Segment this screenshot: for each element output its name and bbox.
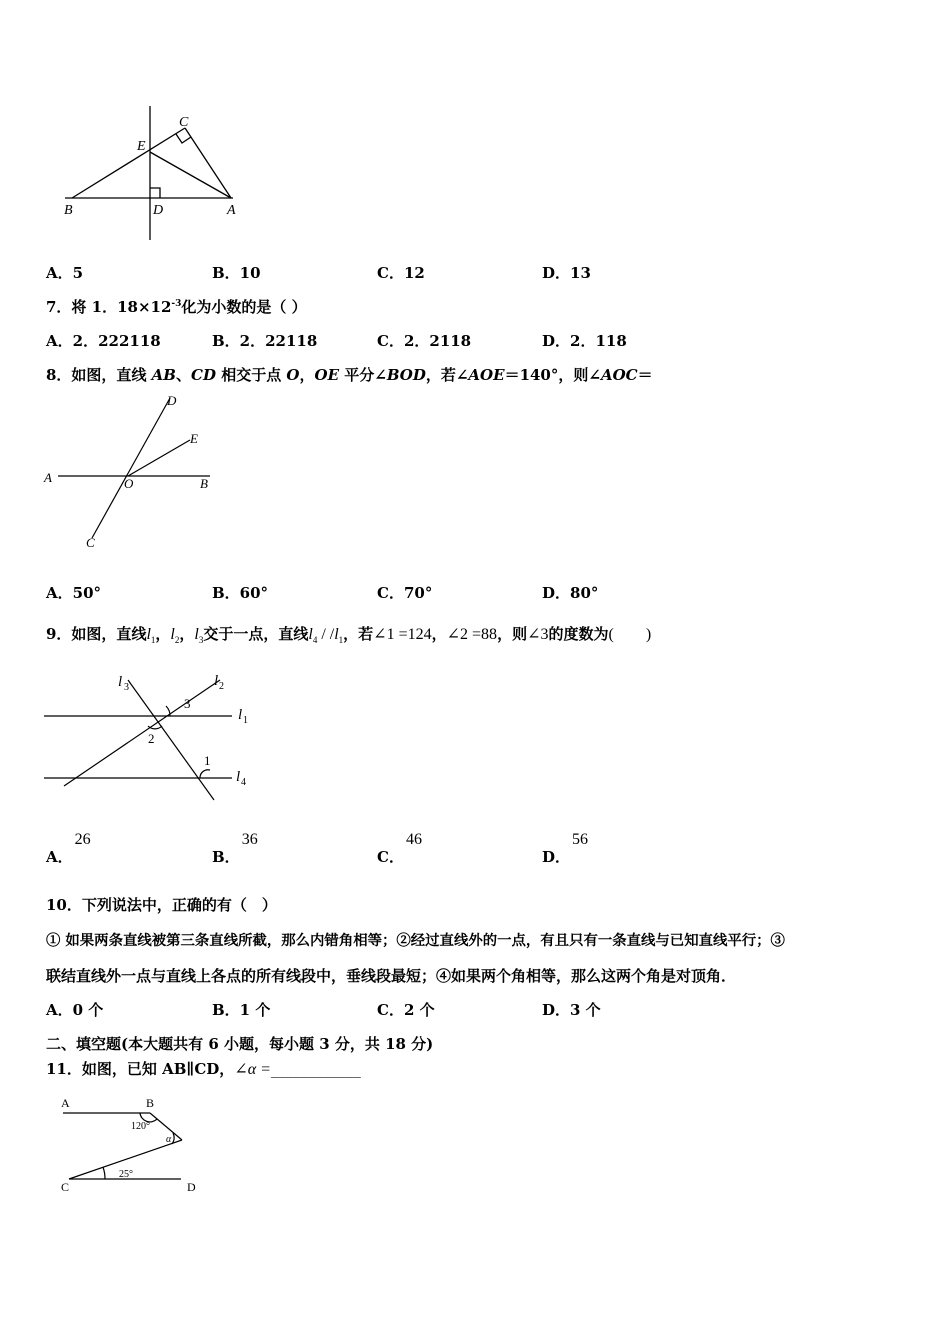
fig6-label-B: B	[64, 203, 73, 218]
q6-option-d: D．13	[542, 264, 591, 282]
q9-text-2: 交于一点，直线	[203, 625, 309, 643]
q9-parallel: / /	[317, 626, 335, 643]
q9-text-5: 的度数为	[548, 625, 609, 643]
q8-text-7: ＝	[637, 366, 653, 384]
fig11-label-alpha: α	[166, 1134, 172, 1145]
q9-option-d-value: 56	[572, 831, 589, 848]
q9-comma-3: ，	[431, 625, 447, 643]
fig8-line-CD	[92, 398, 170, 538]
fig6-label-A: A	[227, 203, 236, 218]
q8-ray-oe: OE	[314, 366, 340, 384]
fig6-segment-BC	[72, 128, 185, 198]
fig9-line-l3	[128, 680, 214, 800]
q9-l4: l	[308, 626, 313, 643]
question-10-line-2: 联结直线外一点与直线上各点的所有线段中，垂线段最短；④如果两个角相等，那么这两个角是对顶角．	[46, 967, 737, 985]
q9-option-b	[212, 831, 258, 867]
q8-text-1: 8．如图，直线	[46, 366, 152, 384]
q9-paren: ( )	[608, 626, 652, 643]
q9-comma-1: ，	[155, 625, 171, 643]
q9-option-b-letter: B．	[212, 848, 240, 866]
fig6-segment-CA	[185, 128, 231, 198]
fig9-label-l2: l	[214, 673, 219, 689]
fig9-label-angle2: 2	[148, 731, 155, 746]
q8-separator: 、	[176, 366, 192, 384]
q11-angle: ∠α =	[234, 1061, 271, 1078]
q8-option-a: A．50°	[46, 584, 102, 602]
q7-prefix: 7．将 1．18×12	[46, 298, 172, 316]
fig9-arc-1	[200, 770, 210, 778]
q9-l3: l	[194, 626, 199, 643]
figure-q11	[55, 1093, 215, 1203]
q10-option-a: A．0 个	[46, 1001, 104, 1019]
q8-line-ab: AB	[151, 366, 176, 384]
q9-option-a-value: 26	[74, 831, 91, 848]
fig11-label-D: D	[187, 1180, 196, 1194]
fig9-label-l2-sub: 2	[219, 681, 224, 692]
fig9-label-l3-sub: 3	[124, 682, 129, 693]
q7-suffix: 化为小数的是（ ）	[181, 298, 307, 316]
q9-option-d	[542, 831, 589, 867]
q8-angle-aoc: AOC	[600, 366, 638, 384]
fig11-label-B: B	[146, 1096, 155, 1110]
q8-text-3: ，	[299, 366, 315, 384]
q10-option-d: D．3 个	[542, 1001, 601, 1019]
fig8-label-D: D	[167, 393, 177, 408]
q9-l3-sub: 3	[198, 635, 204, 645]
fig9-arc-2	[148, 726, 162, 729]
q9-option-c-letter: C．	[377, 848, 404, 866]
fig11-label-120: 120°	[131, 1121, 150, 1132]
q8-option-b: B．60°	[212, 584, 269, 602]
question-8	[46, 364, 653, 385]
question-10-line-1: ① 如果两条直线被第三条直线所截，那么内错角相等；②经过直线外的一点，有且只有一条直线与已知直线平行；③	[46, 932, 785, 949]
q9-text-4: ，则	[497, 625, 528, 643]
fig6-label-C: C	[179, 115, 189, 130]
q11-answer-blank[interactable]: ____________	[270, 1060, 361, 1078]
q9-text-1: 9．如图，直线	[46, 625, 147, 643]
q10-option-c: C．2 个	[377, 1001, 435, 1019]
q7-option-b: B．2．22118	[212, 332, 318, 350]
fig9-label-l1: l	[238, 707, 243, 723]
q9-l1b-sub: 1	[338, 635, 344, 645]
question-11	[46, 1058, 361, 1079]
q9-text-3: ，若	[343, 625, 374, 643]
fig11-label-A: A	[61, 1096, 70, 1110]
fig8-ray-OE	[128, 440, 190, 476]
fig6-label-D: D	[153, 203, 164, 218]
fig9-arc-3	[166, 706, 170, 716]
fig6-right-angle-C	[176, 134, 191, 143]
q9-option-a-letter: A．	[46, 848, 73, 866]
q9-l2-sub: 2	[174, 635, 180, 645]
q9-l4-sub: 4	[312, 635, 318, 645]
q9-l1: l	[146, 626, 151, 643]
fig9-label-l4: l	[236, 769, 241, 785]
fig9-label-angle3: 3	[184, 696, 191, 711]
q8-angle-bod: BOD	[386, 366, 426, 384]
q8-text-2: 相交于点	[215, 366, 287, 384]
q9-comma-2: ，	[179, 625, 195, 643]
q8-line-cd: CD	[191, 366, 216, 384]
q9-option-a	[46, 831, 91, 867]
q9-l2: l	[170, 626, 175, 643]
fig11-label-C: C	[61, 1180, 70, 1194]
fig9-label-l4-sub: 4	[241, 777, 246, 788]
fig8-label-B: B	[200, 476, 208, 491]
figure-q6	[55, 100, 255, 245]
q9-l1-sub: 1	[150, 635, 156, 645]
q7-option-c: C．2．2118	[377, 332, 472, 350]
fig9-label-angle1: 1	[204, 753, 211, 768]
fig8-label-O: O	[124, 476, 134, 491]
q8-angle-aoe: AOE	[468, 366, 505, 384]
figure-q8	[40, 390, 220, 555]
fig6-right-angle-D	[150, 188, 160, 198]
fig9-label-l1-sub: 1	[243, 715, 248, 726]
q9-angle-2: ∠2 =88	[446, 626, 498, 643]
q10-option-b: B．1 个	[212, 1001, 271, 1019]
question-7	[46, 296, 307, 317]
fig9-line-l2	[64, 680, 220, 786]
fig11-arc-25	[103, 1167, 105, 1179]
fig8-label-E: E	[190, 431, 198, 446]
q7-option-d: D．2．118	[542, 332, 627, 350]
q9-l1b: l	[334, 626, 339, 643]
q7-option-a: A．2．222118	[46, 332, 161, 350]
fig8-label-C: C	[86, 535, 95, 550]
q9-option-b-value: 36	[241, 831, 258, 848]
fig8-label-A: A	[44, 470, 52, 485]
fig6-segment-EA	[150, 152, 231, 198]
figure-q9	[42, 668, 262, 808]
q11-text: 11．如图，已知 AB∥CD，	[46, 1060, 235, 1078]
question-9	[46, 620, 651, 654]
q9-angle-1: ∠1 =124	[373, 626, 432, 643]
fig9-label-l3: l	[118, 674, 123, 690]
q7-exponent: -3	[171, 299, 182, 309]
question-10-title: 10．下列说法中，正确的有（ ）	[46, 896, 277, 914]
q8-option-c: C．70°	[377, 584, 433, 602]
fig11-label-25: 25°	[119, 1169, 133, 1180]
q8-option-d: D．80°	[542, 584, 599, 602]
q6-option-a: A．5	[46, 264, 84, 282]
fig6-label-E: E	[137, 139, 146, 154]
q8-point-o: O	[286, 366, 300, 384]
q8-text-6: ＝140°，则∠	[504, 366, 601, 384]
q9-option-d-letter: D．	[542, 848, 571, 866]
q9-angle-3: ∠3	[527, 626, 549, 643]
q9-option-c-value: 46	[405, 831, 422, 848]
q6-option-c: C．12	[377, 264, 425, 282]
q8-text-4: 平分∠	[339, 366, 387, 384]
q9-option-c	[377, 831, 422, 867]
q8-text-5: ，若∠	[425, 366, 469, 384]
q6-option-b: B．10	[212, 264, 261, 282]
section-2-heading: 二、填空题(本大题共有 6 小题，每小题 3 分，共 18 分)	[46, 1035, 434, 1053]
